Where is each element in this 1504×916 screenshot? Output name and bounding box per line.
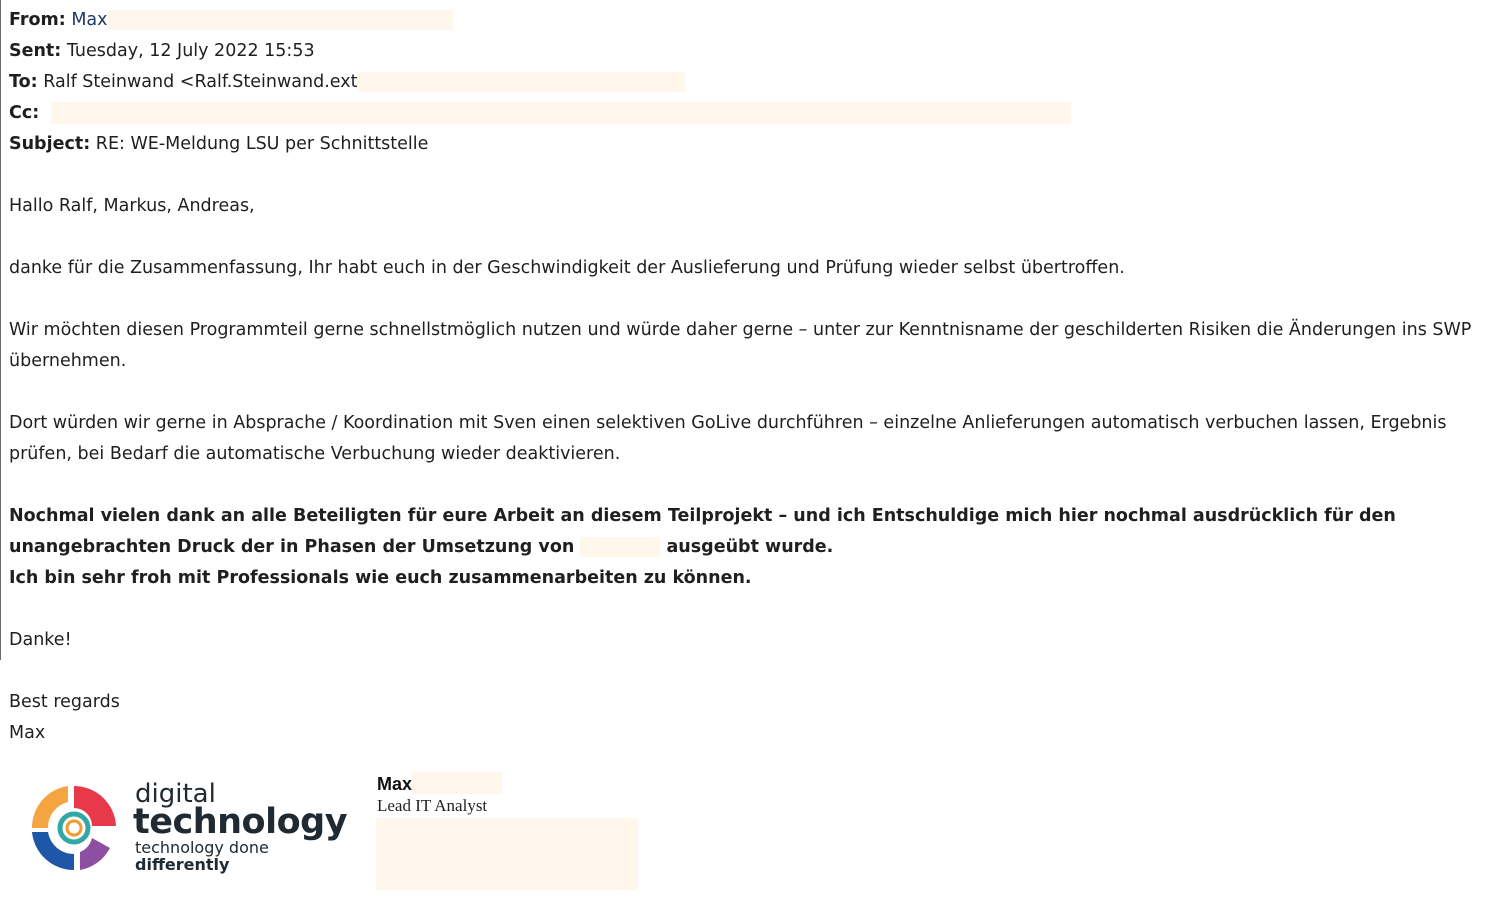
to-label: To:	[9, 72, 38, 92]
from-label: From:	[9, 10, 66, 30]
sent-value: Tuesday, 12 July 2022 15:53	[66, 41, 315, 61]
paragraph-2: Wir möchten diesen Programmteil gerne schnellstmöglich nutzen und würde daher gerne – unter zur Kenntnisname der geschilderten Risiken die Änderungen ins SWP übernehmen.	[9, 320, 1472, 371]
paragraph-1: danke für die Zusammenfassung, Ihr habt euch in der Geschwindigkeit der Auslieferung und Prüfung wieder selbst übertroffen.	[9, 258, 1125, 278]
thanks-paragraph-part1: Nochmal vielen dank an alle Beteiligten für eure Arbeit an diesem Teilprojekt – und ich Entschuldige mich hier nochmal ausdrücklich für den unangebrachten Druck der in Phasen der Umsetzung von	[9, 506, 1396, 557]
redacted-to-address	[357, 72, 685, 92]
header-subject	[9, 129, 1499, 160]
email-message	[9, 5, 1499, 749]
subject-label: Subject:	[9, 134, 91, 154]
brand-tagline-emphasis: differently	[135, 855, 230, 874]
brand-tagline: technology done	[135, 838, 269, 857]
greeting: Hallo Ralf, Markus, Andreas,	[9, 196, 255, 216]
email-signature	[0, 760, 700, 910]
header-cc	[9, 98, 1499, 129]
from-value: Max	[71, 10, 108, 30]
signature-name	[377, 772, 502, 796]
cc-label: Cc:	[9, 103, 40, 123]
redacted-name	[580, 537, 660, 557]
closing: Best regards	[9, 692, 120, 712]
redacted-surname	[412, 772, 502, 794]
signature-title: Lead IT Analyst	[377, 796, 488, 815]
header-sent	[9, 36, 1499, 67]
signature-name-text: Max	[377, 774, 413, 794]
digital-technology-logo-mark	[28, 782, 120, 874]
brand-word-technology: technology	[133, 802, 348, 842]
thanks-paragraph-line2: Ich bin sehr froh mit Professionals wie euch zusammenarbeiten zu können.	[9, 568, 752, 588]
sender-name: Max	[9, 723, 46, 743]
thanks-paragraph-part2: ausgeübt wurde.	[666, 537, 834, 557]
header-to	[9, 67, 1499, 98]
thanks-paragraph	[9, 501, 1499, 563]
header-from	[9, 5, 1499, 36]
redacted-cc-list	[51, 102, 1071, 124]
quote-left-rule	[0, 0, 1, 660]
subject-value: RE: WE-Meldung LSU per Schnittstelle	[95, 134, 429, 154]
to-value: Ralf Steinwand <Ralf.Steinwand.ext	[43, 72, 358, 92]
redacted-contact-block	[376, 818, 638, 890]
thanks-line: Danke!	[9, 630, 72, 650]
sent-label: Sent:	[9, 41, 62, 61]
brand-word-digital: digital	[135, 779, 216, 809]
paragraph-3: Dort würden wir gerne in Absprache / Koordination mit Sven einen selektiven GoLive durchführen – einzelne Anlieferungen automatisch verbuchen lassen, Ergebnis prüfen, bei Bedarf die automatische Verbuchung wieder deaktivieren.	[9, 413, 1447, 464]
redacted-from-address	[108, 10, 453, 30]
